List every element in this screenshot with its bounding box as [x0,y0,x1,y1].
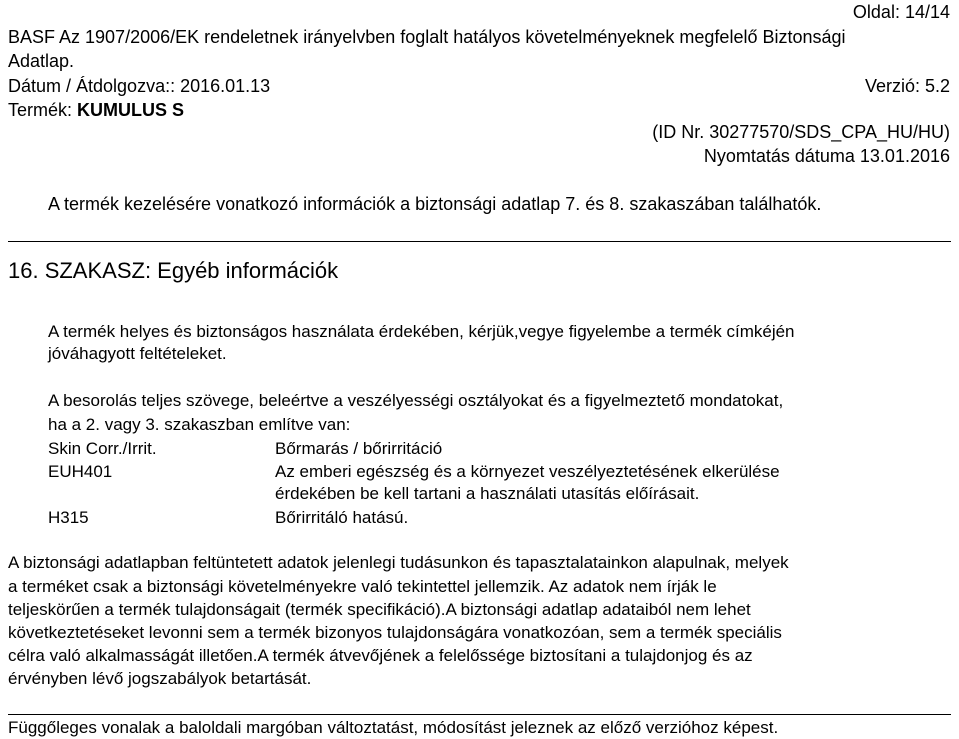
page-indicator: Oldal: 14/14 [852,2,950,22]
classification-text: Bőrmarás / bőrirritáció [275,439,443,458]
classification-code: Skin Corr./Irrit. [48,439,157,458]
revision-date: Dátum / Átdolgozva:: 2016.01.13 [8,76,271,96]
footer-note: Függőleges vonalak a baloldali margóban változtatást, módosítást jeleznek az előző verzióhoz képest. [8,718,779,737]
paragraph-1-line1: A termék helyes és biztonságos használata érdekében, kérjük,vegye figyelembe a termék címkéjén [48,322,795,341]
classification-text: érdekében be kell tartani a használati utasítás előírásait. [275,484,700,503]
footer-divider [8,714,951,715]
product-name: KUMULUS S [77,100,185,120]
classification-text: Az emberi egészség és a környezet veszélyeztetésének elkerülése [275,462,780,481]
document-title-line2: Adatlap. [8,51,75,71]
paragraph-1-line2: jóváhagyott feltételeket. [48,344,227,363]
disclaimer-line: teljeskörűen a termék tulajdonságait (termék specifikáció).A biztonsági adatlap adataiból nem lehet [8,600,751,619]
disclaimer-line: következtetéseket levonni sem a termék bizonyos tulajdonságára vonatkozóan, sem a termék speciális [8,623,782,642]
classification-code: EUH401 [48,462,113,481]
paragraph-2-line2: ha a 2. vagy 3. szakaszban említve van: [48,415,351,434]
print-date: Nyomtatás dátuma 13.01.2016 [703,146,950,166]
paragraph-2-line1: A besorolás teljes szövege, beleértve a veszélyességi osztályokat és a figyelmeztető mondatokat, [48,391,784,410]
version-label: Verzió: 5.2 [864,76,950,96]
disclaimer-line: érvényben lévő jogszabályok betartását. [8,669,312,688]
document-title-line1: BASF Az 1907/2006/EK rendeletnek irányelvben foglalt hatályos követelményeknek megfelelő Biztonsági [8,27,846,47]
section-title: 16. SZAKASZ: Egyéb információk [8,258,339,283]
product-prefix: Termék: [8,100,78,120]
disclaimer-line: a terméket csak a biztonsági követelményekre való tekintettel jellemzik. Az adatok nem írják le [8,577,717,596]
section-divider [8,241,951,242]
intro-line: A termék kezelésére vonatkozó információk a biztonsági adatlap 7. és 8. szakaszában találhatók. [48,194,822,214]
product-line [8,99,184,121]
disclaimer-line: A biztonsági adatlapban feltüntetett adatok jelenlegi tudásunkon és tapasztalatainkon alapulnak, melyek [8,553,789,572]
id-number: (ID Nr. 30277570/SDS_CPA_HU/HU) [652,122,950,142]
classification-text: Bőrirritáló hatású. [275,508,409,527]
classification-code: H315 [48,508,89,527]
disclaimer-line: célra való alkalmasságát illetően.A termék átvevőjének a felelőssége biztosítani a tulajdonjog és az [8,646,753,665]
